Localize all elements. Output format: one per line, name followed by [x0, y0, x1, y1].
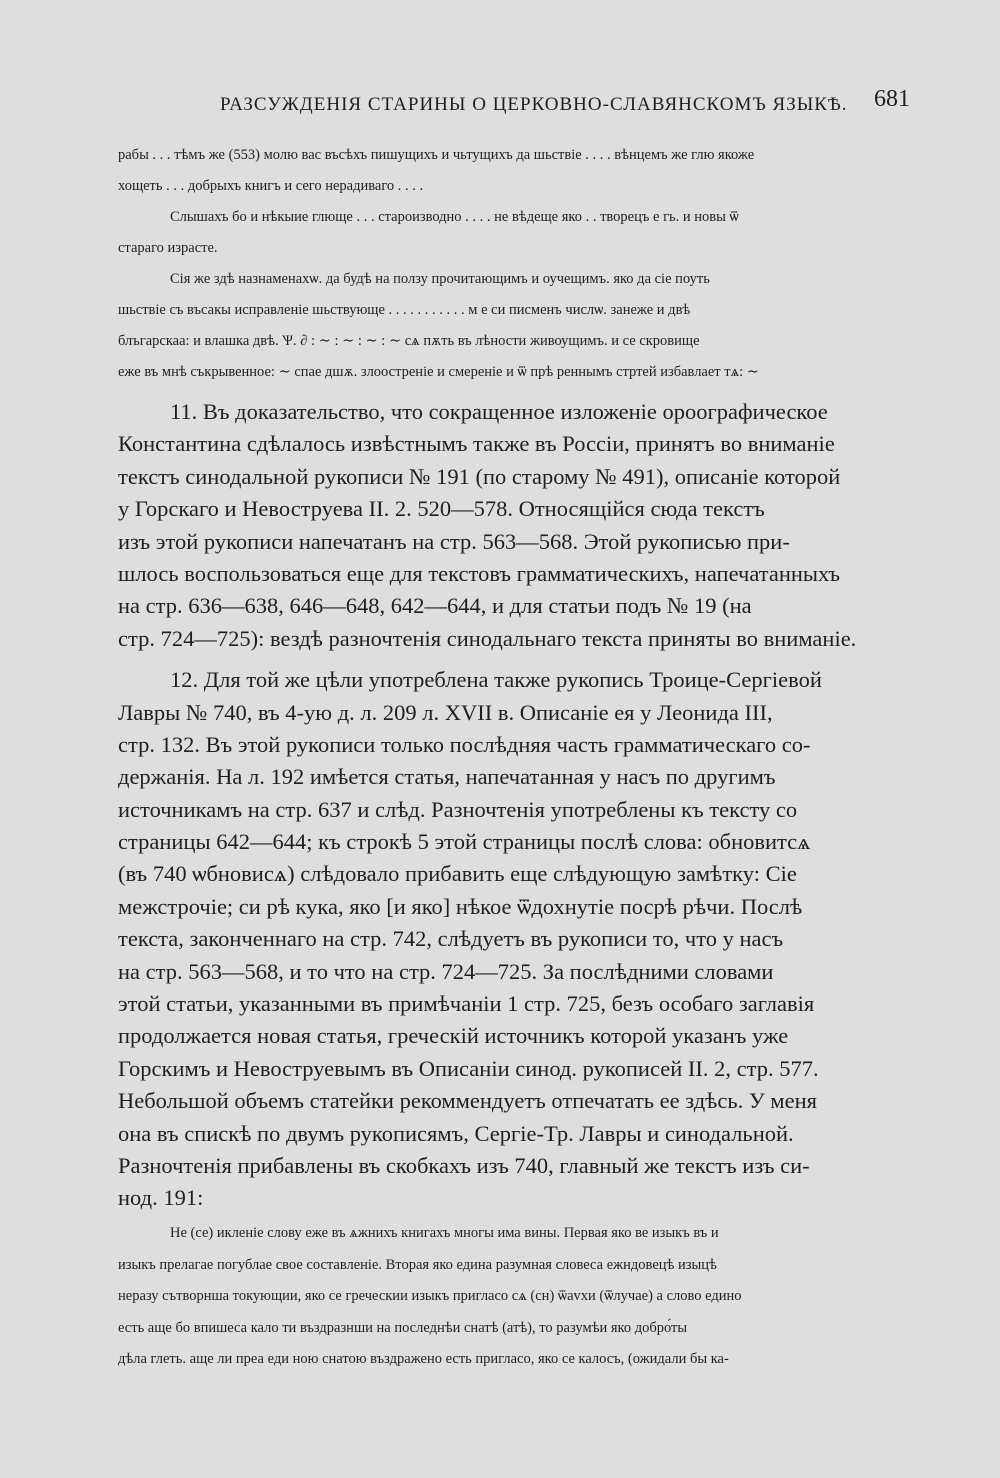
church-slavonic-excerpt-top: [118, 140, 908, 388]
text-line: Горскимъ и Невоструевымъ въ Описаніи синод. рукописей II. 2, стр. 577.: [118, 1055, 819, 1081]
text-line: страницы 642—644; къ строкѣ 5 этой страницы послѣ слова: обновитсѧ: [118, 829, 811, 855]
text-line: Небольшой объемъ статейки рекоммендуетъ отпечатать ее здѣсь. У меня: [118, 1088, 818, 1114]
text-line: держанія. На л. 192 имѣется статья, напечатанная у насъ по другимъ: [118, 764, 776, 790]
text-line: 12. Для той же цѣли употреблена также рукопись Троице-Сергіевой: [170, 667, 822, 693]
page-header: [110, 82, 910, 122]
text-line: 11. Въ доказательство, что сокращенное изложеніе ороографическое: [170, 399, 828, 424]
text-line: на стр. 563—568, и то что на стр. 724—725. За послѣдними словами: [118, 958, 774, 984]
text-line: нод. 191:: [118, 1185, 204, 1211]
excerpt-line: еже въ мнѣ съкрывенное: ∼ спае дшѫ. злоостреніе и смереніе и ѿ прѣ реннымъ стртей избавлает тѧ: ∼: [118, 364, 759, 380]
text-line: (въ 740 ѡбновисѧ) слѣдовало прибавить еще слѣдующую замѣтку: Сіе: [118, 861, 797, 887]
paragraph-11: [118, 396, 918, 655]
excerpt-line: хощеть . . . добрыхъ книгъ и сего нерадиваго . . . .: [118, 178, 424, 194]
paragraph-12: [118, 664, 918, 1215]
text-line: стр. 132. Въ этой рукописи только послѣдняя часть грамматическаго со-: [118, 731, 811, 757]
excerpt-line: Слышахъ бо и нѣкыие глюще . . . староизводно . . . . не вѣдеще яко . . творецъ е гь. и новы ѿ: [170, 209, 739, 225]
text-line: Разночтенія прибавлены въ скобкахъ изъ 740, главный же текстъ изъ си-: [118, 1152, 810, 1178]
church-slavonic-excerpt-bottom: [118, 1218, 908, 1376]
text-line: стр. 724—725): вездѣ разночтенія синодальнаго текста приняты во вниманіе.: [118, 625, 857, 651]
text-line: на стр. 636—638, 646—648, 642—644, и для статьи подъ № 19 (на: [118, 593, 752, 619]
text-line: этой статьи, указанными въ примѣчаніи 1 стр. 725, безъ особаго заглавія: [118, 991, 815, 1017]
text-line: текстъ синодальной рукописи № 191 (по старому № 491), описаніе которой: [118, 463, 841, 489]
excerpt-line: шьствіе съ въсакы исправленіе шьствующе . . . . . . . . . . . м е си писменъ числѡ. занеже и двѣ: [118, 302, 691, 318]
excerpt-line: Не (се) икленіе слову еже въ ѧжнихъ книгахъ многы има вины. Первая яко ве изыкъ въ и: [170, 1225, 719, 1241]
text-line: Константина сдѣлалось извѣстнымъ также въ Россіи, принятъ во вниманіе: [118, 431, 835, 457]
excerpt-line: Сія же здѣ назнаменахѡ. да будѣ на ползу прочитающимъ и оучещимъ. яко да сіе поуть: [170, 271, 710, 287]
excerpt-line: блъгарскаа: и влашка двѣ. Ѱ. ∂ : ∼ : ∼ : ∼ : ∼ сѧ пѫть въ лѣности живоущимъ. и се скровище: [118, 333, 700, 349]
text-line: у Горскаго и Невоструева II. 2. 520—578. Относящійся сюда текстъ: [118, 496, 765, 522]
excerpt-line: рабы . . . тѣмъ же (553) молю вас въсѣхъ пишущихъ и чьтущихъ да шьствіе . . . . вѣнцемъ же глю якоже: [118, 147, 755, 163]
running-title: РАЗСУЖДЕНІЯ СТАРИНЫ О ЦЕРКОВНО-СЛАВЯНСКОМЪ ЯЗЫКѢ.: [220, 94, 848, 115]
excerpt-line: изыкъ прелагае погублае свое составленіе. Вторая яко едина разумная словеса ежндовецѣ изыцѣ: [118, 1256, 717, 1273]
main-text: [118, 396, 918, 1215]
excerpt-line: стараго израсте.: [118, 240, 218, 256]
text-line: источникамъ на стр. 637 и слѣд. Разночтенія употреблены къ тексту со: [118, 796, 798, 822]
excerpt-line: есть аще бо впишеса кало ти въздразнши на последнѣи снатѣ (атѣ), то разумѣи яко добро́ты: [118, 1319, 688, 1336]
text-line: межстрочіе; си рѣ кука, яко [и яко] нѣкое ѿдохнутіе посрѣ рѣчи. Послѣ: [118, 893, 803, 919]
text-line: продолжается новая статья, греческій источникъ которой указанъ уже: [118, 1023, 789, 1049]
page-number: 681: [874, 86, 910, 112]
text-line: изъ этой рукописи напечатанъ на стр. 563—568. Этой рукописью при-: [118, 528, 790, 554]
excerpt-line: неразу сътворнша токующии, яко се греческии изыкъ пригласо сѧ (сн) ѿаvхи (ѿлучае) а слово едино: [118, 1288, 742, 1304]
text-line: Лавры № 740, въ 4-ую д. л. 209 л. XVII в. Описаніе ея у Леонида III,: [118, 699, 773, 725]
text-line: она въ спискѣ по двумъ рукописямъ, Сергіе-Тр. Лавры и синодальной.: [118, 1120, 794, 1146]
excerpt-line: дѣла глеть. аще ли преа еди ною снатою въздражено есть пригласо, яко се калосъ, (ожидали бы ка-: [118, 1351, 729, 1367]
text-line: текста, законченнаго на стр. 742, слѣдуетъ въ рукописи то, что у насъ: [118, 926, 784, 952]
text-line: шлось воспользоваться еще для текстовъ грамматическихъ, напечатанныхъ: [118, 560, 841, 586]
